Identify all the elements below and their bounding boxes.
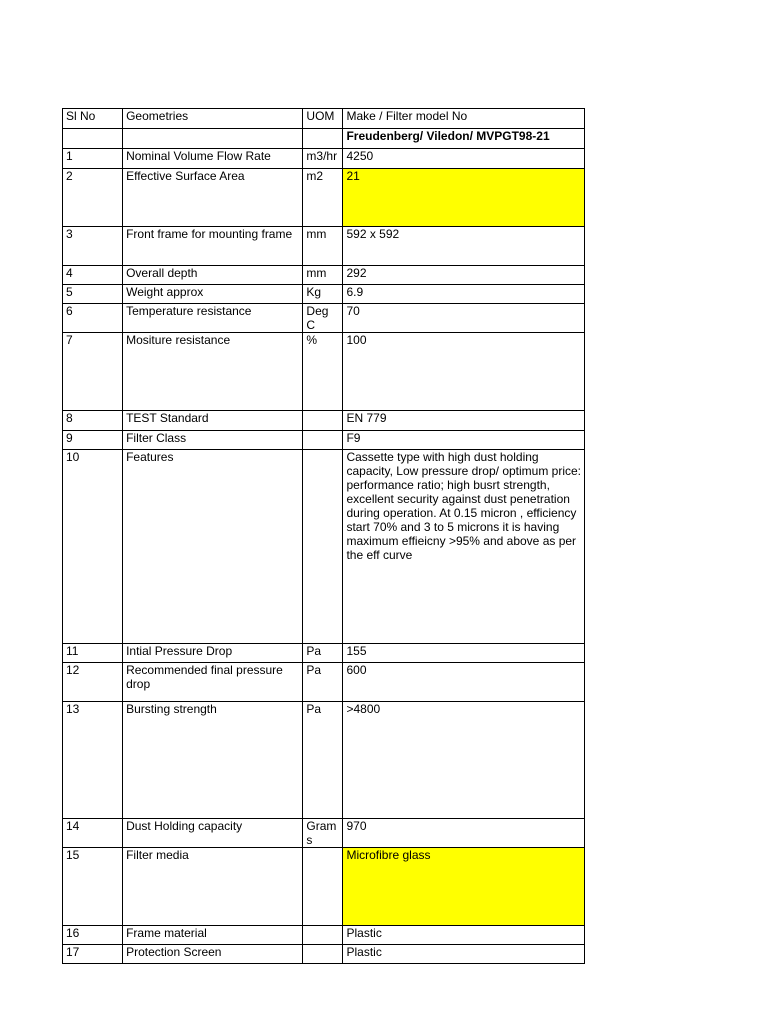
header-row: [63, 109, 585, 129]
table-row: [63, 450, 585, 644]
table-row: [63, 819, 585, 848]
value-cell: Plastic: [343, 945, 585, 964]
geometry-cell: Bursting strength: [123, 702, 303, 819]
value-cell: 155: [343, 644, 585, 663]
empty-cell: [123, 129, 303, 149]
table-row: [63, 411, 585, 431]
geometry-cell: Temperature resistance: [123, 304, 303, 333]
value-cell: >4800: [343, 702, 585, 819]
uom-cell: [303, 945, 343, 964]
uom-cell: m2: [303, 169, 343, 227]
uom-cell: Kg: [303, 285, 343, 304]
geometry-cell: Frame material: [123, 926, 303, 945]
table-row: [63, 266, 585, 285]
uom-cell: %: [303, 333, 343, 411]
value-cell: EN 779: [343, 411, 585, 431]
row-number: 6: [63, 304, 123, 333]
spec-table: [62, 108, 585, 964]
row-number: 14: [63, 819, 123, 848]
table-row: [63, 431, 585, 450]
geometry-cell: Dust Holding capacity: [123, 819, 303, 848]
row-number: 10: [63, 450, 123, 644]
uom-cell: Grams: [303, 819, 343, 848]
value-cell: 4250: [343, 149, 585, 169]
table-row: [63, 848, 585, 926]
uom-cell: Pa: [303, 663, 343, 702]
row-number: 17: [63, 945, 123, 964]
row-number: 3: [63, 227, 123, 266]
value-cell: 21: [343, 169, 585, 227]
empty-cell: [63, 129, 123, 149]
uom-cell: [303, 431, 343, 450]
uom-cell: [303, 411, 343, 431]
value-cell: 100: [343, 333, 585, 411]
uom-cell: [303, 848, 343, 926]
value-cell: Cassette type with high dust holding capacity, Low pressure drop/ optimum price: performance ratio; high busrt strength, excellent security against dust penetration during operation. At 0.15 micron , efficiency start 70% and 3 to 5 microns it is having maximum effieicny >95% and above as per the eff curve: [343, 450, 585, 644]
geometry-cell: Overall depth: [123, 266, 303, 285]
table-row: [63, 304, 585, 333]
geometry-cell: Features: [123, 450, 303, 644]
column-header-geometries: Geometries: [123, 109, 303, 129]
empty-cell: [303, 129, 343, 149]
uom-cell: [303, 450, 343, 644]
value-cell: F9: [343, 431, 585, 450]
column-header-sl-no: Sl No: [63, 109, 123, 129]
value-cell: Plastic: [343, 926, 585, 945]
geometry-cell: Mositure resistance: [123, 333, 303, 411]
table-row: [63, 227, 585, 266]
row-number: 2: [63, 169, 123, 227]
geometry-cell: Front frame for mounting frame: [123, 227, 303, 266]
geometry-cell: Filter Class: [123, 431, 303, 450]
uom-cell: mm: [303, 227, 343, 266]
value-cell: 592 x 592: [343, 227, 585, 266]
table-row: [63, 169, 585, 227]
geometry-cell: TEST Standard: [123, 411, 303, 431]
uom-cell: Deg C: [303, 304, 343, 333]
row-number: 8: [63, 411, 123, 431]
value-cell: 600: [343, 663, 585, 702]
geometry-cell: Effective Surface Area: [123, 169, 303, 227]
row-number: 5: [63, 285, 123, 304]
model-row: [63, 129, 585, 149]
geometry-cell: Weight approx: [123, 285, 303, 304]
geometry-cell: Protection Screen: [123, 945, 303, 964]
row-number: 11: [63, 644, 123, 663]
table-row: [63, 333, 585, 411]
row-number: 9: [63, 431, 123, 450]
value-cell: 970: [343, 819, 585, 848]
table-row: [63, 945, 585, 964]
table-row: [63, 663, 585, 702]
row-number: 12: [63, 663, 123, 702]
geometry-cell: Filter media: [123, 848, 303, 926]
column-header-uom: UOM: [303, 109, 343, 129]
uom-cell: [303, 926, 343, 945]
row-number: 4: [63, 266, 123, 285]
geometry-cell: Nominal Volume Flow Rate: [123, 149, 303, 169]
row-number: 7: [63, 333, 123, 411]
value-cell: Microfibre glass: [343, 848, 585, 926]
value-cell: 70: [343, 304, 585, 333]
uom-cell: mm: [303, 266, 343, 285]
uom-cell: Pa: [303, 702, 343, 819]
table-row: [63, 285, 585, 304]
model-name: Freudenberg/ Viledon/ MVPGT98-21: [343, 129, 585, 149]
value-cell: 292: [343, 266, 585, 285]
table-row: [63, 644, 585, 663]
row-number: 15: [63, 848, 123, 926]
row-number: 13: [63, 702, 123, 819]
table-row: [63, 149, 585, 169]
uom-cell: Pa: [303, 644, 343, 663]
row-number: 16: [63, 926, 123, 945]
row-number: 1: [63, 149, 123, 169]
geometry-cell: Intial Pressure Drop: [123, 644, 303, 663]
column-header-make-model: Make / Filter model No: [343, 109, 585, 129]
value-cell: 6.9: [343, 285, 585, 304]
uom-cell: m3/hr: [303, 149, 343, 169]
table-row: [63, 702, 585, 819]
table-row: [63, 926, 585, 945]
geometry-cell: Recommended final pressure drop: [123, 663, 303, 702]
